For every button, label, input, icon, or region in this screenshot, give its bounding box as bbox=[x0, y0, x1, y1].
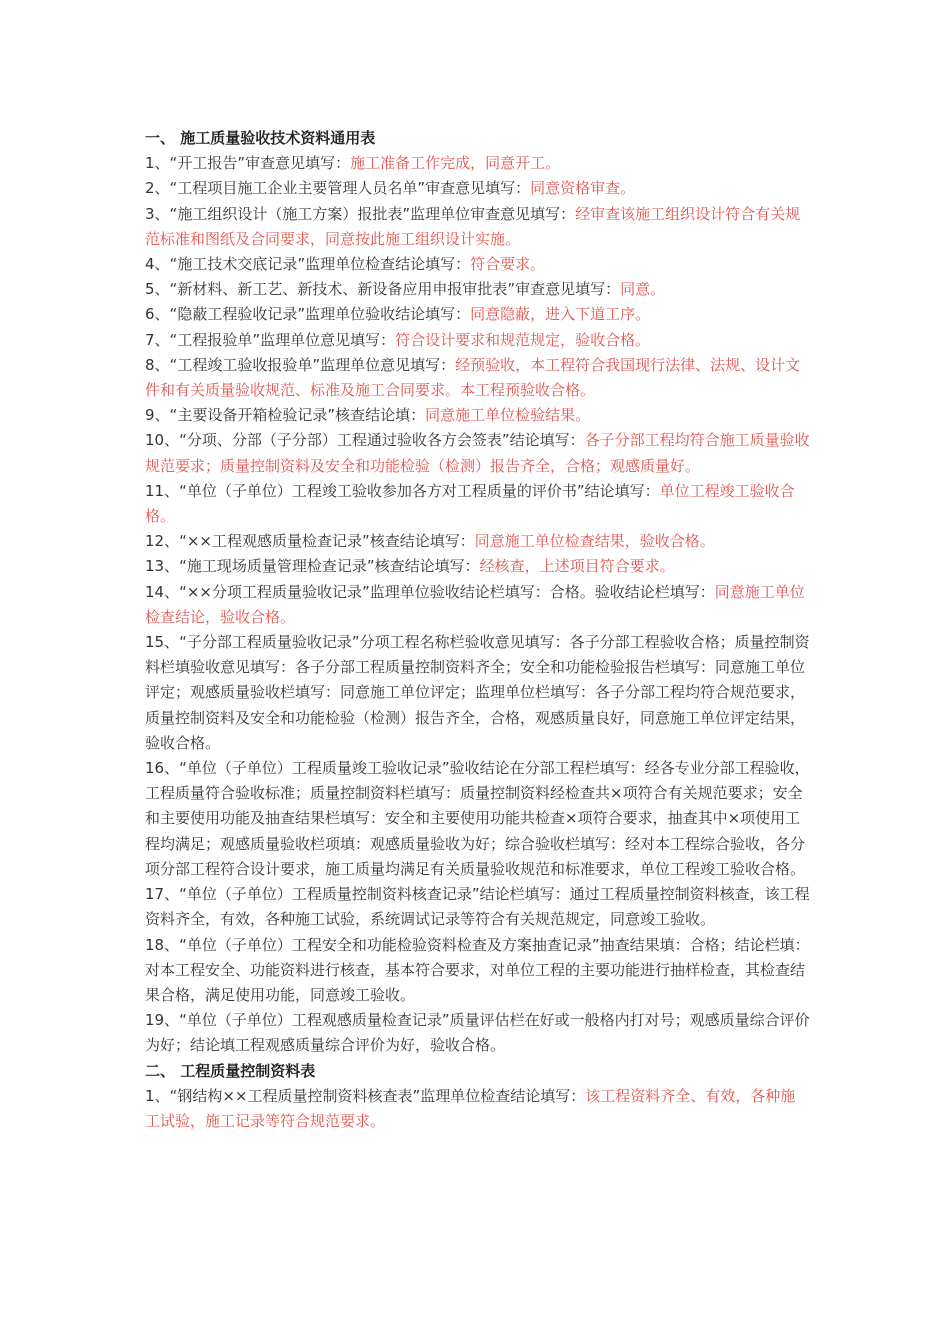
list-item: 6、“隐蔽工程验收记录”监理单位验收结论填写：同意隐蔽，进入下道工序。 bbox=[145, 305, 651, 324]
list-item: 12、“××工程观感质量检查记录”核查结论填写：同意施工单位检查结果，验收合格。 bbox=[145, 532, 715, 551]
list-item: 19、“单位（子单位）工程观感质量检查记录”质量评估栏在好或一般格内打对号；观感质量综合评价为好；结论填工程观感质量综合评价为好，验收合格。 bbox=[145, 1011, 810, 1055]
highlighted-text: 同意施工单位检查结果，验收合格。 bbox=[474, 532, 715, 551]
list-item: 8、“工程竣工验收报验单”监理单位意见填写：经预验收，本工程符合我国现行法律、法规、设计文件和有关质量验收规范、标准及施工合同要求。本工程预验收合格。 bbox=[145, 355, 801, 400]
section-heading: 一、 施工质量验收技术资料通用表 bbox=[145, 129, 376, 147]
highlighted-text: 经审查该施工组织设计符合有关规范标准和图纸及合同要求，同意按此施工组织设计实施。 bbox=[145, 204, 801, 248]
list-item: 17、“单位（子单位）工程质量控制资料核查记录”结论栏填写：通过工程质量控制资料核查，该工程资料齐全，有效，各种施工试验，系统调试记录等符合有关规范规定，同意竣工验收。 bbox=[145, 885, 810, 929]
list-item: 11、“单位（子单位）工程竣工验收参加各方对工程质量的评价书”结论填写：单位工程竣工验收合格。 bbox=[145, 481, 795, 526]
highlighted-text: 符合要求。 bbox=[470, 255, 546, 274]
document-body bbox=[145, 126, 810, 1134]
list-item: 10、“分项、分部（子分部）工程通过验收各方会签表”结论填写：各子分部工程均符合施工质量验收规范要求；质量控制资料及安全和功能检验（检测）报告齐全，合格；观感质量好。 bbox=[145, 431, 810, 475]
list-item: 7、“工程报验单”监理单位意见填写：符合设计要求和规范规定，验收合格。 bbox=[145, 330, 651, 349]
list-item: 16、“单位（子单位）工程质量竣工验收记录”验收结论在分部工程栏填写：经各专业分部工程验收，工程质量符合验收标准；质量控制资料栏填写：质量控制资料经检查共×项符合有关规范要求；安全和主要使用功能及抽查结果栏填写：安全和主要使用功能共检查×项符合要求，抽查其中×项使用工程均满足；观感质量验收栏项填：观感质量验收为好；综合验收栏填写：经对本工程综合验收，各分项分部工程符合设计要求，施工质量均满足有关质量验收规范和标准要求，单位工程竣工验收合格。 bbox=[145, 759, 810, 878]
list-item: 15、“子分部工程质量验收记录”分项工程名称栏验收意见填写：各子分部工程验收合格；质量控制资料栏填验收意见填写：各子分部工程质量控制资料齐全；安全和功能检验报告栏填写：同意施工单位评定；观感质量验收栏填写：同意施工单位评定；监理单位栏填写：各子分部工程均符合规范要求，质量控制资料及安全和功能检验（检测）报告齐全，合格，观感质量良好，同意施工单位评定结果，验收合格。 bbox=[145, 633, 810, 752]
highlighted-text: 经预验收，本工程符合我国现行法律、法规、设计文件和有关质量验收规范、标准及施工合同要求。本工程预验收合格。 bbox=[145, 355, 801, 400]
highlighted-text: 同意。 bbox=[620, 280, 666, 299]
list-item: 13、“施工现场质量管理检查记录”核查结论填写：经核查，上述项目符合要求。 bbox=[145, 557, 675, 576]
highlighted-text: 符合设计要求和规范规定，验收合格。 bbox=[395, 330, 651, 349]
highlighted-text: 同意施工单位检查结论，验收合格。 bbox=[145, 582, 805, 626]
highlighted-text: 同意资格审查。 bbox=[530, 179, 636, 198]
highlighted-text: 经核查，上述项目符合要求。 bbox=[479, 557, 675, 576]
highlighted-text: 单位工程竣工验收合格。 bbox=[145, 481, 795, 526]
highlighted-text: 各子分部工程均符合施工质量验收规范要求；质量控制资料及安全和功能检验（检测）报告齐全，合格；观感质量好。 bbox=[145, 431, 810, 475]
highlighted-text: 该工程资料齐全、有效，各种施工试验，施工记录等符合规范要求。 bbox=[145, 1086, 796, 1130]
list-item: 14、“××分项工程质量验收记录”监理单位验收结论栏填写：合格。验收结论栏填写：同意施工单位检查结论，验收合格。 bbox=[145, 582, 805, 626]
list-item: 4、“施工技术交底记录”监理单位检查结论填写：符合要求。 bbox=[145, 255, 546, 274]
list-item: 18、“单位（子单位）工程安全和功能检验资料检查及方案抽查记录”抽查结果填：合格；结论栏填：对本工程安全、功能资料进行核查，基本符合要求，对单位工程的主要功能进行抽样检查，其检查结果合格，满足使用功能，同意竣工验收。 bbox=[145, 935, 810, 1004]
list-item: 5、“新材料、新工艺、新技术、新设备应用申报审批表”审查意见填写：同意。 bbox=[145, 280, 666, 299]
list-item: 3、“施工组织设计（施工方案）报批表”监理单位审查意见填写：经审查该施工组织设计符合有关规范标准和图纸及合同要求，同意按此施工组织设计实施。 bbox=[145, 204, 801, 248]
list-item: 1、“钢结构××工程质量控制资料核查表”监理单位检查结论填写：该工程资料齐全、有效，各种施工试验，施工记录等符合规范要求。 bbox=[145, 1086, 796, 1130]
list-item: 2、“工程项目施工企业主要管理人员名单”审查意见填写：同意资格审查。 bbox=[145, 179, 636, 198]
highlighted-text: 同意隐蔽，进入下道工序。 bbox=[470, 305, 651, 324]
list-item: 1、“开工报告”审查意见填写：施工准备工作完成，同意开工。 bbox=[145, 154, 561, 173]
section-heading: 二、 工程质量控制资料表 bbox=[145, 1061, 316, 1080]
highlighted-text: 施工准备工作完成，同意开工。 bbox=[350, 154, 561, 173]
list-item: 9、“主要设备开箱检验记录”核查结论填：同意施工单位检验结果。 bbox=[145, 406, 591, 425]
highlighted-text: 同意施工单位检验结果。 bbox=[425, 406, 591, 425]
